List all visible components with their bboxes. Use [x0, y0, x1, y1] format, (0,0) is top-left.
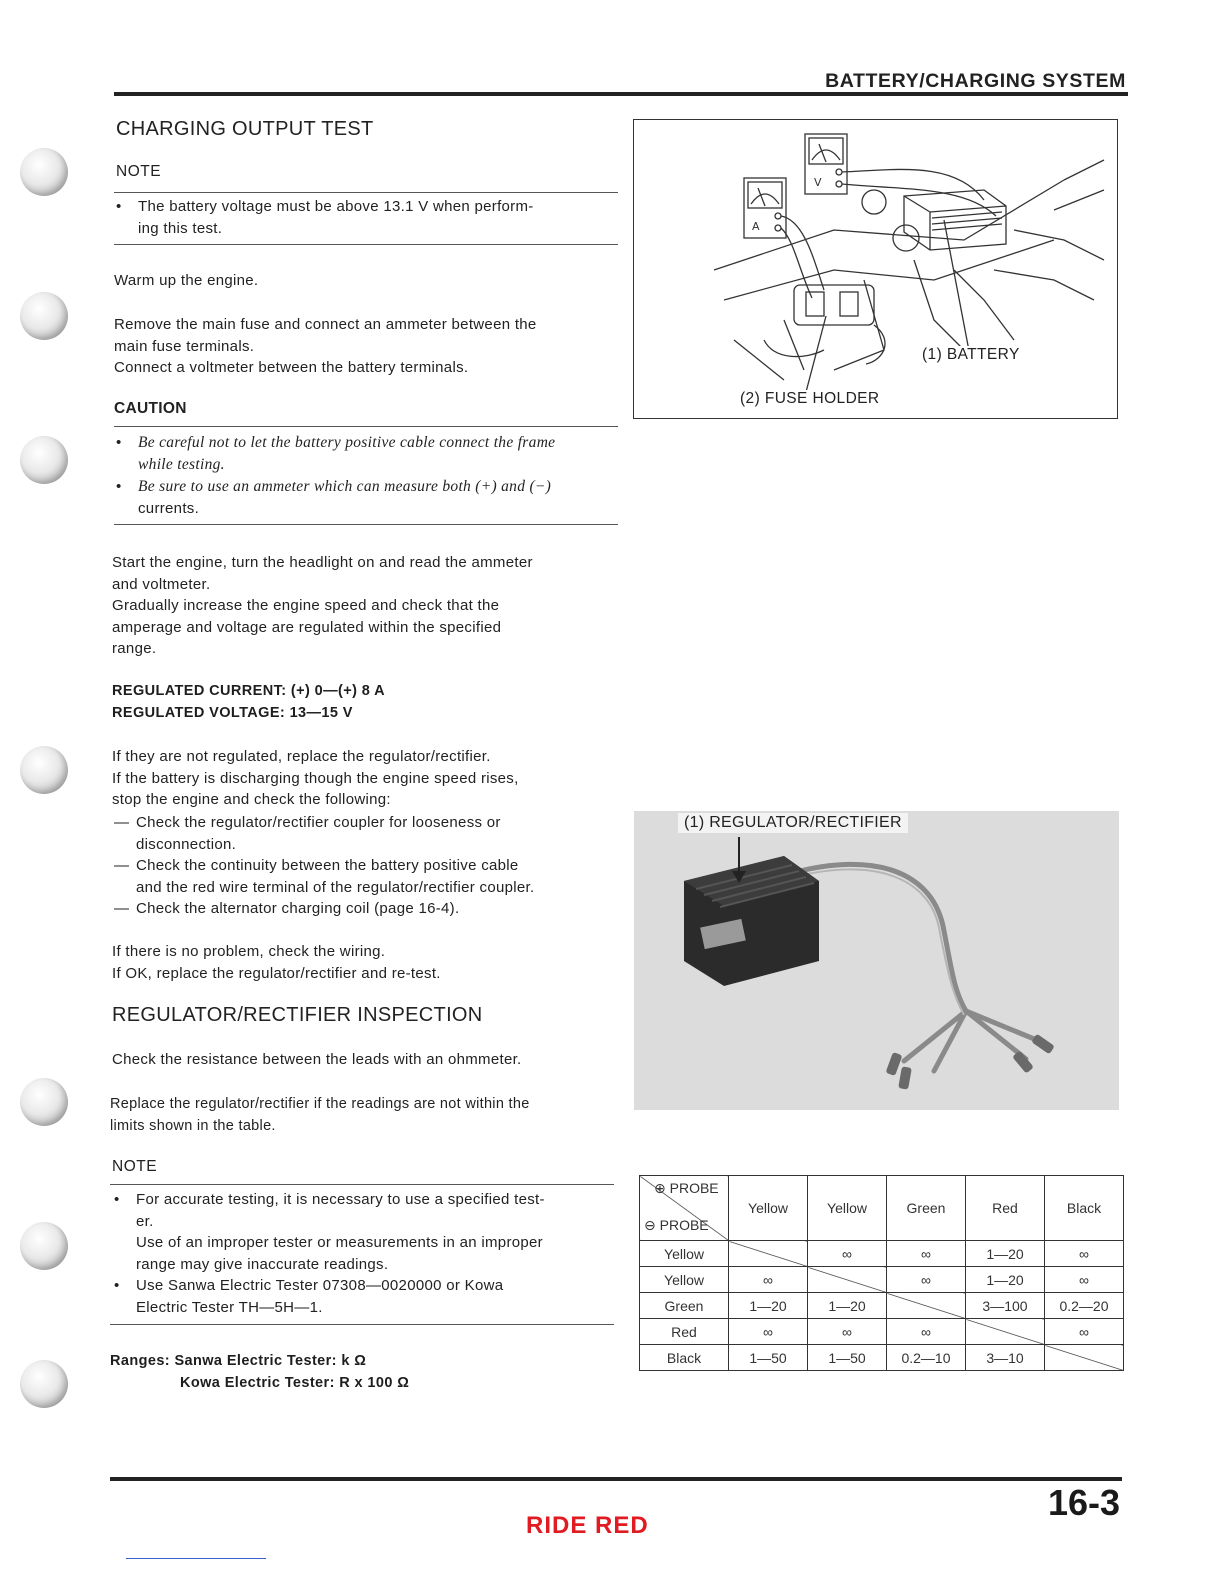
- binder-hole: [20, 1078, 68, 1126]
- table-cell: ∞: [808, 1241, 887, 1267]
- svg-text:A: A: [752, 220, 760, 233]
- binder-hole: [20, 1360, 68, 1408]
- binder-hole: [20, 292, 68, 340]
- ranges-kowa: Kowa Electric Tester: R x 100 Ω: [180, 1375, 410, 1391]
- table-cell: ∞: [1045, 1241, 1124, 1267]
- paragraph: Remove the main fuse and connect an ammeter between the main fuse terminals. Connect a voltmeter between the battery terminals.: [114, 316, 537, 377]
- column-header: Red: [966, 1176, 1045, 1241]
- divider: [114, 244, 618, 245]
- table-header-row: [640, 1176, 1124, 1241]
- row-header: Yellow: [640, 1267, 729, 1293]
- check-item: — Check the regulator/rectifier coupler for looseness or disconnection.: [114, 814, 501, 853]
- table-row: [640, 1267, 1124, 1293]
- footer-rule: [110, 1477, 1122, 1481]
- footer-brand: RIDE RED: [526, 1512, 649, 1539]
- note-item: • The battery voltage must be above 13.1 V when perform- ing this test.: [114, 196, 626, 239]
- table-cell: 1—20: [808, 1293, 887, 1319]
- table-cell: ∞: [1045, 1319, 1124, 1345]
- arrow-head: [732, 871, 746, 883]
- row-header: Yellow: [640, 1241, 729, 1267]
- paragraph: If there is no problem, check the wiring. If OK, replace the regulator/rectifier and re-test.: [112, 943, 441, 982]
- section-title-charging-output: CHARGING OUTPUT TEST: [116, 118, 374, 140]
- table-row: [640, 1293, 1124, 1319]
- table-row: [640, 1241, 1124, 1267]
- spec-block: [112, 680, 385, 724]
- table-cell: 1—20: [966, 1241, 1045, 1267]
- footer-link-line: [126, 1558, 266, 1559]
- paragraph: Check the resistance between the leads with an ohmmeter.: [112, 1051, 522, 1068]
- regulator-rectifier-image: [634, 811, 1119, 1110]
- section-title-regulator-inspection: REGULATOR/RECTIFIER INSPECTION: [112, 1004, 483, 1026]
- figure-charging-test: [633, 119, 1118, 419]
- table-cell-diagonal: [966, 1319, 1045, 1345]
- probe-corner-cell: [640, 1176, 729, 1241]
- section-header: BATTERY/CHARGING SYSTEM: [825, 70, 1126, 92]
- ranges-sanwa: Sanwa Electric Tester: k Ω: [174, 1353, 367, 1369]
- probe-minus-label: ⊖ PROBE: [644, 1217, 709, 1233]
- table-cell: ∞: [887, 1267, 966, 1293]
- divider: [110, 1184, 614, 1185]
- binder-hole: [20, 1222, 68, 1270]
- divider: [114, 524, 618, 525]
- table-cell-diagonal: [887, 1293, 966, 1319]
- column-header: Yellow: [808, 1176, 887, 1241]
- table-cell: ∞: [729, 1267, 808, 1293]
- check-item: — Check the alternator charging coil (page 16-4).: [114, 900, 460, 917]
- table-cell: 1—20: [729, 1293, 808, 1319]
- table-row: [640, 1345, 1124, 1371]
- binder-hole: [20, 436, 68, 484]
- bullet: •: [116, 198, 122, 215]
- divider: [110, 1324, 614, 1325]
- note-item: • For accurate testing, it is necessary to use a specified test- er. Use of an improper tester or measurements in an improper range may give inaccurate readings.: [112, 1189, 618, 1275]
- table-cell: ∞: [887, 1241, 966, 1267]
- divider: [114, 192, 618, 193]
- table-cell: 0.2—20: [1045, 1293, 1124, 1319]
- table-cell: ∞: [729, 1319, 808, 1345]
- table-cell: 1—50: [729, 1345, 808, 1371]
- column-header: Yellow: [729, 1176, 808, 1241]
- table-cell: 3—100: [966, 1293, 1045, 1319]
- paragraph: Start the engine, turn the headlight on and read the ammeter and voltmeter. Gradually increase the engine speed and check that the amperage and voltage are regulated within the specified range.: [112, 554, 533, 658]
- probe-plus-label: ⊕ PROBE: [654, 1180, 719, 1196]
- regulated-voltage: REGULATED VOLTAGE: 13—15 V: [112, 705, 353, 721]
- resistance-table: [639, 1175, 1124, 1371]
- figure-label-fuse-holder: (2) FUSE HOLDER: [740, 390, 880, 407]
- ranges-label: Ranges:: [110, 1353, 171, 1369]
- row-header: Green: [640, 1293, 729, 1319]
- page-number: 16-3: [1047, 1482, 1120, 1523]
- paragraph: Replace the regulator/rectifier if the readings are not within the limits shown in the table.: [110, 1096, 530, 1134]
- bullet: •: [114, 1191, 120, 1208]
- row-header: Black: [640, 1345, 729, 1371]
- bullet: •: [116, 434, 122, 451]
- caution-item: • Be sure to use an ammeter which can measure both (+) and (−) currents.: [114, 476, 626, 519]
- note-label: NOTE: [116, 163, 162, 180]
- header-rule: [114, 92, 1128, 96]
- table-cell: 0.2—10: [887, 1345, 966, 1371]
- column-header: Green: [887, 1176, 966, 1241]
- divider: [114, 426, 618, 427]
- table-cell: ∞: [1045, 1267, 1124, 1293]
- caution-label: CAUTION: [114, 400, 187, 417]
- table-cell: 1—20: [966, 1267, 1045, 1293]
- table-cell-diagonal: [808, 1267, 887, 1293]
- table-cell: 3—10: [966, 1345, 1045, 1371]
- paragraph: Warm up the engine.: [114, 272, 259, 289]
- bullet: •: [116, 478, 122, 495]
- binder-hole: [20, 148, 68, 196]
- table-cell-diagonal: [729, 1241, 808, 1267]
- row-header: Red: [640, 1319, 729, 1345]
- column-header: Black: [1045, 1176, 1124, 1241]
- ranges-block: [110, 1350, 409, 1394]
- paragraph: If they are not regulated, replace the regulator/rectifier. If the battery is discharging though the engine speed rises, stop the engine and check the following:: [112, 748, 519, 809]
- regulated-current: REGULATED CURRENT: (+) 0—(+) 8 A: [112, 683, 386, 699]
- table-cell-diagonal: [1045, 1345, 1124, 1371]
- bullet: •: [114, 1277, 120, 1294]
- note-item: • Use Sanwa Electric Tester 07308—0020000 or Kowa Electric Tester TH—5H—1.: [112, 1275, 618, 1318]
- svg-text:V: V: [814, 176, 822, 189]
- figure-regulator-photo: [634, 811, 1119, 1110]
- note-label: NOTE: [112, 1158, 158, 1175]
- caution-item: • Be careful not to let the battery positive cable connect the frame while testing.: [114, 432, 626, 475]
- table-cell: ∞: [808, 1319, 887, 1345]
- table-cell: 1—50: [808, 1345, 887, 1371]
- figure-label-regulator: (1) REGULATOR/RECTIFIER: [678, 813, 908, 833]
- charging-test-illustration: [634, 120, 1117, 418]
- check-item: — Check the continuity between the battery positive cable and the red wire terminal of the regulator/rectifier coupler.: [114, 857, 535, 896]
- figure-label-battery: (1) BATTERY: [922, 346, 1020, 363]
- binder-hole: [20, 746, 68, 794]
- table-cell: ∞: [887, 1319, 966, 1345]
- table-row: [640, 1319, 1124, 1345]
